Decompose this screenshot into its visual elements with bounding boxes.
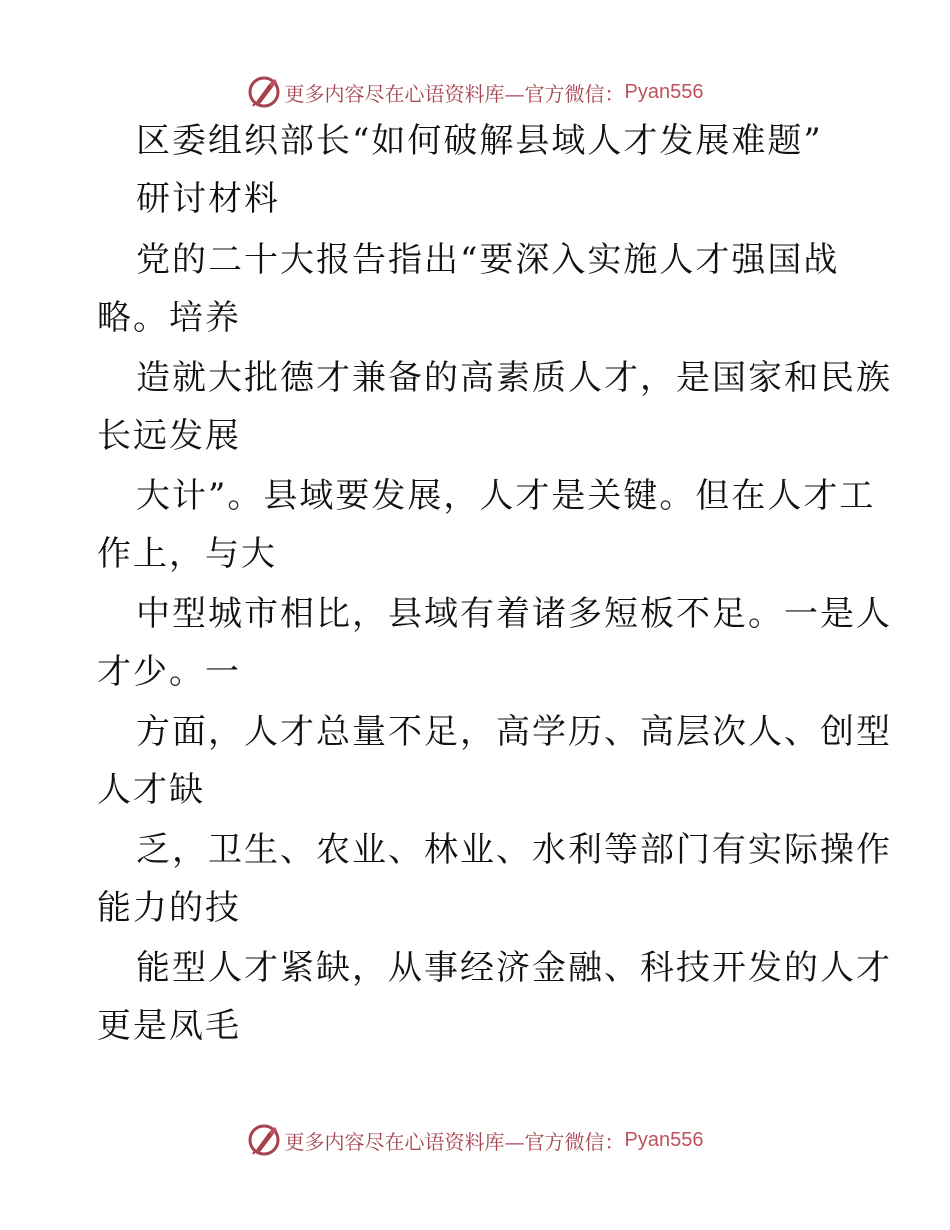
document-line: 造就大批德才兼备的高素质人才，是国家和民族 — [136, 358, 892, 398]
header-banner — [0, 72, 950, 112]
header-banner-text: 更多内容尽在心语资料库—官方微信： — [284, 81, 625, 106]
document-line: 方面，人才总量不足，高学历、高层次人、创型 — [136, 712, 892, 752]
document-line: 才少。一 — [97, 652, 241, 692]
document-line: 中型城市相比，县域有着诸多短板不足。一是人 — [136, 594, 892, 634]
document-line: 人才缺 — [97, 770, 205, 810]
document-line: 研讨材料 — [136, 179, 280, 219]
quill-pen-logo-icon — [247, 1123, 281, 1157]
document-line: 略。培养 — [97, 298, 241, 338]
document-line: 大计”。县域要发展，人才是关键。但在人才工 — [136, 476, 876, 516]
document-line: 区委组织部长“如何破解县域人才发展难题” — [136, 121, 823, 161]
document-line: 作上，与大 — [97, 534, 277, 574]
footer-banner-text: 更多内容尽在心语资料库—官方微信： — [284, 1129, 625, 1154]
document-line: 长远发展 — [97, 416, 241, 456]
header-banner-id: Pyan556 — [624, 80, 704, 103]
document-line: 能力的技 — [97, 888, 241, 928]
document-line: 更是凤毛 — [97, 1006, 241, 1046]
footer-banner-id: Pyan556 — [624, 1128, 704, 1151]
document-line: 能型人才紧缺，从事经济金融、科技开发的人才 — [136, 948, 892, 988]
quill-pen-logo-icon — [247, 75, 281, 109]
document-line: 乏，卫生、农业、林业、水利等部门有实际操作 — [136, 830, 892, 870]
document-line: 党的二十大报告指出“要深入实施人才强国战 — [136, 240, 840, 280]
footer-banner — [0, 1120, 950, 1160]
